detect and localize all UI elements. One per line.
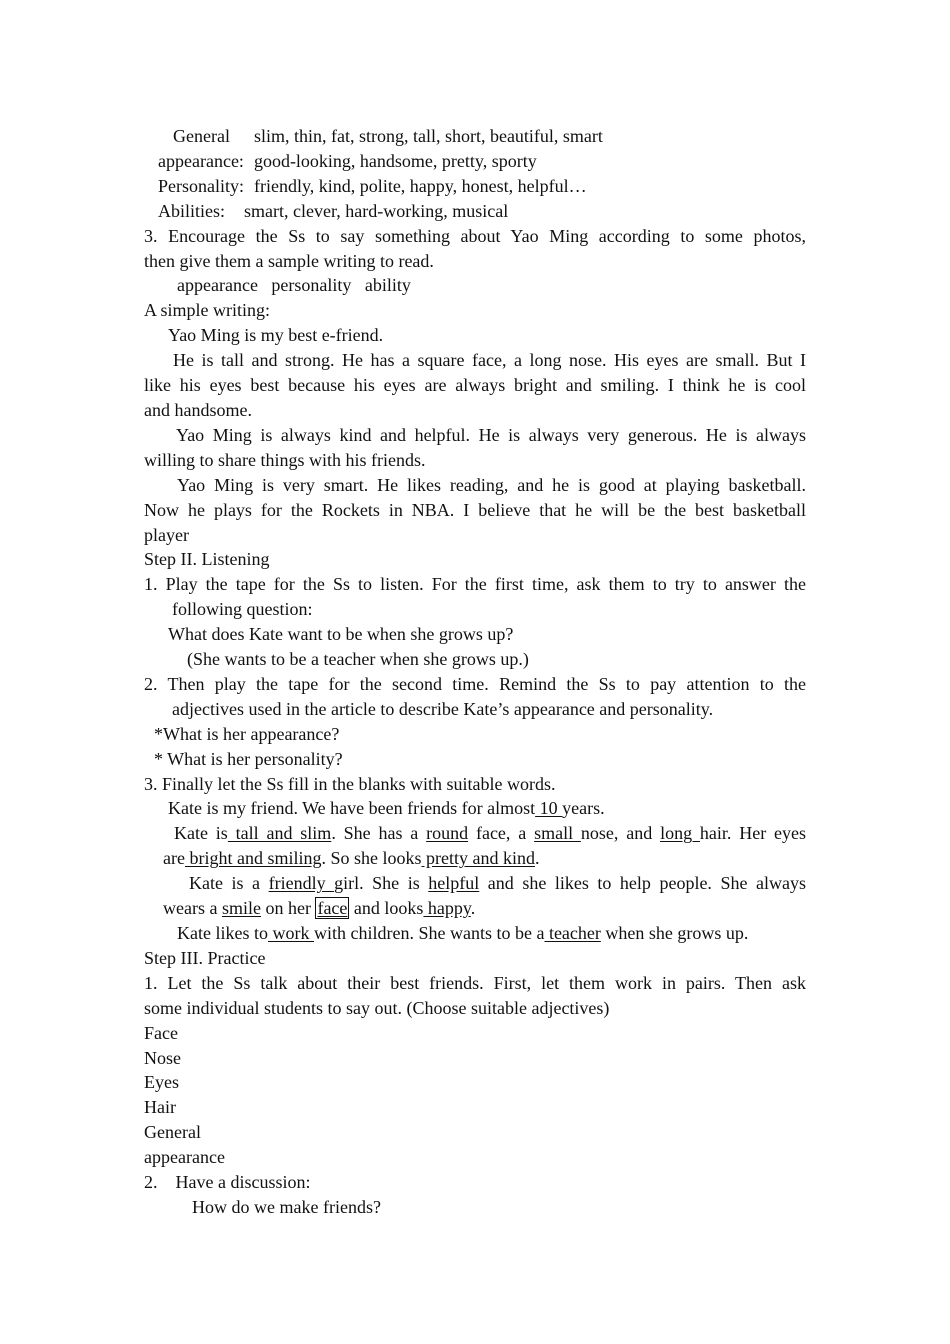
document-page (144, 124, 806, 1220)
step3-topics: appearance personality ability (177, 275, 411, 296)
fill-text: Kate is a (189, 873, 269, 894)
feature-hair: Hair (144, 1097, 176, 1118)
general-label: General (173, 126, 230, 146)
fill-line-4 (144, 871, 806, 896)
abilities-label: Abilities: (158, 200, 225, 221)
vocab-appearance-row (144, 149, 806, 174)
fill-text: face, a (468, 823, 535, 844)
blank-answer: smile (221, 898, 261, 919)
blank-answer: pretty and kind (421, 848, 535, 869)
listening-item1-b: following question: (172, 599, 313, 620)
listening-answer: (She wants to be a teacher when she grows up.) (187, 649, 529, 670)
appearance-label: appearance: (158, 150, 244, 171)
fill-text: and she likes to help people. She always (479, 873, 806, 894)
general-words: slim, thin, fat, strong, tall, short, beautiful, smart (253, 126, 603, 146)
listening-item2-a: 2. Then play the tape for the second time. Remind the Ss to pay attention to the (144, 673, 806, 694)
fill-text: on her (260, 898, 316, 919)
question-personality: * What is her personality? (154, 748, 343, 769)
blank-answer: work (267, 923, 314, 943)
feature-general: General (144, 1122, 201, 1143)
step3-intro-line1: 3. Encourage the Ss to say something about Yao Ming according to some photos, (144, 225, 806, 246)
practice-item2: 2. Have a discussion: (144, 1172, 311, 1193)
fill-text: Kate likes to (177, 923, 268, 943)
blank-answer: happy (423, 898, 471, 919)
blank-answer: bright and smiling (184, 848, 322, 869)
listening-heading: Step II. Listening (144, 549, 270, 570)
fill-text: . (534, 848, 540, 869)
feature-appearance: appearance (144, 1147, 225, 1168)
fill-line-6 (144, 921, 806, 946)
abilities-words: smart, clever, hard-working, musical (244, 200, 509, 221)
listening-item2-b: adjectives used in the article to describe Kate’s appearance and personality. (172, 698, 714, 719)
sample-p1-b: like his eyes best because his eyes are always bright and smiling. I think he is cool (144, 375, 806, 396)
sample-heading: A simple writing: (144, 300, 270, 321)
fill-line-5 (144, 896, 806, 921)
sample-p3-b: Now he plays for the Rockets in NBA. I believe that he will be the best basketball (144, 499, 806, 520)
fill-text: when she grows up. (600, 923, 749, 943)
fill-text: hair. Her eyes (699, 823, 807, 844)
fill-text: nose, and (580, 823, 661, 844)
fill-text: with children. She wants to be a (313, 923, 545, 943)
question-appearance: *What is her appearance? (154, 723, 340, 744)
sample-p1-c: and handsome. (144, 399, 252, 420)
appearance-words: good-looking, handsome, pretty, sporty (253, 150, 537, 171)
fill-text: years. (562, 798, 605, 819)
sample-p2-a: Yao Ming is always kind and helpful. He is always very generous. He is always (176, 424, 806, 445)
sample-p3-a: Yao Ming is very smart. He likes reading, and he is good at playing basketball. (177, 474, 806, 495)
practice-heading: Step III. Practice (144, 947, 266, 968)
practice-item1-b: some individual students to say out. (Choose suitable adjectives) (144, 997, 610, 1018)
blank-answer: teacher (544, 923, 601, 943)
practice-item1-a: 1. Let the Ss talk about their best friends. First, let them work in pairs. Then ask (144, 972, 806, 993)
personality-words: friendly, kind, polite, happy, honest, helpful… (254, 175, 587, 196)
vocab-personality-row (144, 174, 806, 199)
fill-text: and looks (349, 898, 424, 919)
blank-answer: friendly (268, 873, 335, 894)
step3-intro-line2: then give them a sample writing to read. (144, 250, 434, 271)
listening-question: What does Kate want to be when she grows up? (168, 624, 514, 645)
fill-text: wears a (163, 898, 222, 919)
feature-face: Face (144, 1022, 178, 1043)
blank-answer: round (426, 823, 469, 844)
fill-text: are (163, 848, 185, 869)
feature-nose: Nose (144, 1047, 181, 1068)
fill-line-2 (144, 821, 806, 846)
fill-text: . So she looks (321, 848, 422, 869)
fill-text: girl. She is (334, 873, 429, 894)
fill-text: . (470, 898, 476, 919)
sample-p0: Yao Ming is my best e-friend. (168, 325, 384, 346)
fill-text: Kate is my friend. We have been friends for almost (168, 798, 536, 819)
blank-answer: small (534, 823, 581, 844)
feature-eyes: Eyes (144, 1072, 179, 1093)
sample-p1-a: He is tall and strong. He has a square face, a long nose. His eyes are small. But I (173, 350, 806, 371)
fill-line-1 (144, 796, 806, 821)
sample-p3-c: player (144, 524, 189, 545)
listening-item1-a: 1. Play the tape for the Ss to listen. For the first time, ask them to try to answer the (144, 574, 806, 595)
blank-answer: 10 (535, 798, 563, 819)
listening-item3: 3. Finally let the Ss fill in the blanks with suitable words. (144, 773, 556, 794)
blank-answer: tall and slim (227, 823, 332, 844)
blank-answer: long (660, 823, 700, 844)
boxed-answer: face (317, 898, 348, 919)
blank-answer: helpful (428, 873, 480, 894)
fill-line-3 (144, 846, 806, 871)
vocab-abilities-row (144, 199, 806, 224)
sample-p2-b: willing to share things with his friends. (144, 449, 426, 470)
fill-text: . She has a (331, 823, 427, 844)
fill-text: Kate is (174, 823, 228, 844)
vocab-general-row (144, 124, 806, 149)
discussion-question: How do we make friends? (192, 1196, 381, 1217)
personality-label: Personality: (158, 175, 244, 196)
